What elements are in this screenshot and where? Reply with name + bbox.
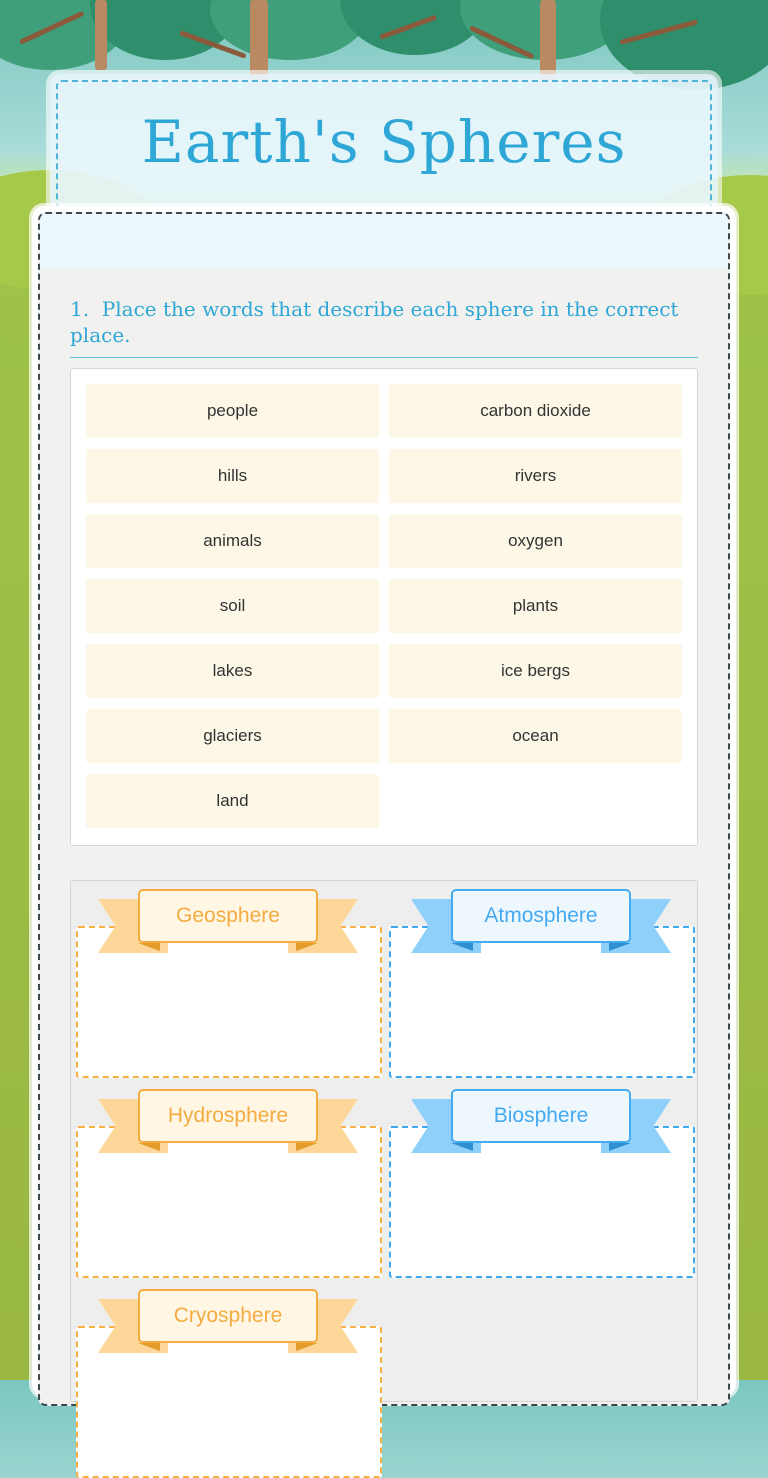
category-ribbon-cryosphere xyxy=(98,1289,358,1353)
word-tile[interactable]: lakes xyxy=(86,644,379,698)
question-prompt xyxy=(70,296,698,348)
question-text: Place the words that describe each sphere in the correct place. xyxy=(70,297,679,347)
word-tile[interactable]: carbon dioxide xyxy=(389,384,682,438)
category-drop-area xyxy=(70,880,698,1402)
word-tile[interactable]: people xyxy=(86,384,379,438)
word-tile[interactable]: plants xyxy=(389,579,682,633)
category-label: Atmosphere xyxy=(451,889,631,943)
category-ribbon-geosphere xyxy=(98,889,358,953)
question-divider xyxy=(70,357,698,358)
question-number: 1. xyxy=(70,297,90,321)
word-tile[interactable]: hills xyxy=(86,449,379,503)
word-tile[interactable]: animals xyxy=(86,514,379,568)
word-tile[interactable]: ocean xyxy=(389,709,682,763)
category-ribbon-atmosphere xyxy=(411,889,671,953)
category-label: Hydrosphere xyxy=(138,1089,318,1143)
worksheet-header-band xyxy=(40,214,728,269)
page-title: Earth's Spheres xyxy=(141,108,627,176)
category-label: Biosphere xyxy=(451,1089,631,1143)
word-tile[interactable]: rivers xyxy=(389,449,682,503)
category-ribbon-hydrosphere xyxy=(98,1089,358,1153)
category-label: Geosphere xyxy=(138,889,318,943)
word-tile[interactable]: land xyxy=(86,774,379,828)
category-ribbon-biosphere xyxy=(411,1089,671,1153)
word-tile[interactable]: oxygen xyxy=(389,514,682,568)
word-tile[interactable]: ice bergs xyxy=(389,644,682,698)
word-bank xyxy=(70,368,698,846)
word-tile[interactable]: glaciers xyxy=(86,709,379,763)
category-label: Cryosphere xyxy=(138,1289,318,1343)
word-tile[interactable]: soil xyxy=(86,579,379,633)
